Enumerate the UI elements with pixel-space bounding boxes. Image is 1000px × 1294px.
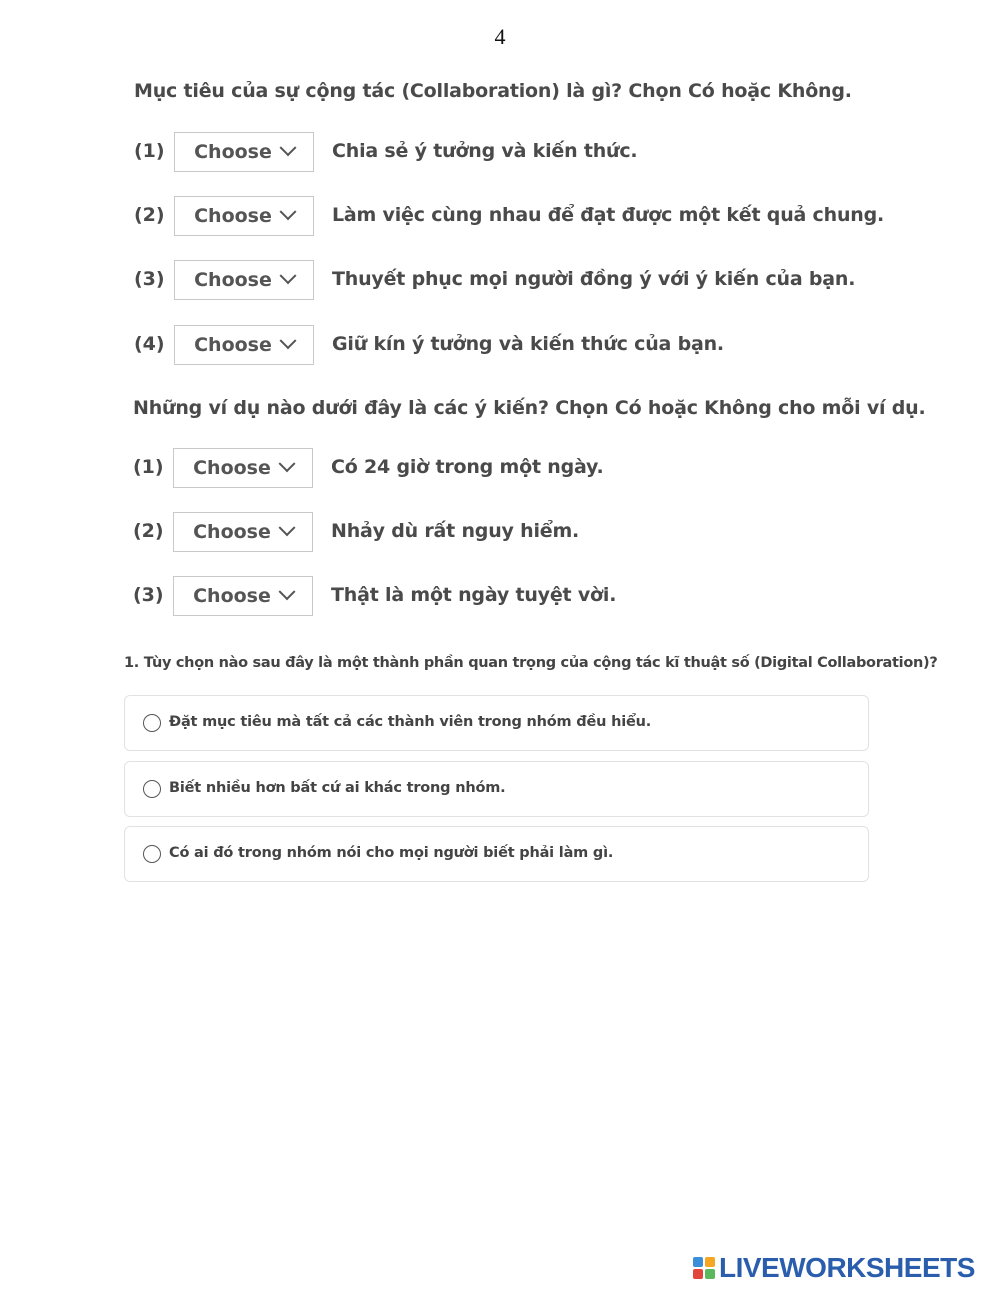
radio-button-icon[interactable] (143, 845, 161, 863)
choose-dropdown[interactable] (174, 132, 314, 172)
item-number: (1) (134, 140, 165, 162)
item-number: (4) (134, 333, 165, 355)
dropdown-label: Choose (193, 521, 271, 543)
statement-text: Giữ kín ý tưởng và kiến thức của bạn. (332, 333, 724, 355)
option-label: Biết nhiều hơn bất cứ ai khác trong nhóm. (169, 780, 506, 796)
choose-dropdown[interactable] (174, 260, 314, 300)
radio-button-icon[interactable] (143, 714, 161, 732)
item-number: (3) (133, 584, 164, 606)
statement-text: Thuyết phục mọi người đồng ý với ý kiến của bạn. (332, 268, 856, 290)
dropdown-label: Choose (194, 205, 272, 227)
statement-text: Làm việc cùng nhau để đạt được một kết quả chung. (332, 204, 885, 226)
statement-text: Thật là một ngày tuyệt vời. (331, 584, 617, 606)
choose-dropdown[interactable] (174, 325, 314, 365)
chevron-down-icon (279, 139, 296, 156)
answer-option-2[interactable] (124, 761, 869, 817)
section1-row-4 (134, 325, 894, 365)
answer-option-1[interactable] (124, 695, 869, 751)
choose-dropdown[interactable] (174, 196, 314, 236)
chevron-down-icon (278, 455, 295, 472)
option-label: Có ai đó trong nhóm nói cho mọi người biết phải làm gì. (169, 845, 614, 861)
answer-option-3[interactable] (124, 826, 869, 882)
chevron-down-icon (279, 332, 296, 349)
dropdown-label: Choose (194, 269, 272, 291)
section1-row-2 (134, 196, 894, 236)
item-number: (2) (133, 520, 164, 542)
section2-row-2 (133, 512, 893, 552)
question-text: 1. Tùy chọn nào sau đây là một thành phần quan trọng của cộng tác kĩ thuật số (Digital Collaboration)? (124, 655, 938, 671)
section2-row-3 (133, 576, 893, 616)
section1-heading: Mục tiêu của sự cộng tác (Collaboration) là gì? Chọn Có hoặc Không. (134, 80, 852, 102)
option-label: Đặt mục tiêu mà tất cả các thành viên trong nhóm đều hiểu. (169, 714, 652, 730)
statement-text: Chia sẻ ý tưởng và kiến thức. (332, 140, 638, 162)
item-number: (1) (133, 456, 164, 478)
statement-text: Nhảy dù rất nguy hiểm. (331, 520, 580, 542)
dropdown-label: Choose (193, 457, 271, 479)
logo-tiles-icon (693, 1257, 715, 1279)
choose-dropdown[interactable] (173, 448, 313, 488)
radio-button-icon[interactable] (143, 780, 161, 798)
section1-row-3 (134, 260, 894, 300)
brand-name: LIVEWORKSHEETS (719, 1252, 975, 1283)
section2-heading: Những ví dụ nào dưới đây là các ý kiến? Chọn Có hoặc Không cho mỗi ví dụ. (133, 397, 926, 419)
section1-row-1 (134, 132, 894, 172)
chevron-down-icon (279, 203, 296, 220)
statement-text: Có 24 giờ trong một ngày. (331, 456, 604, 478)
page-number: 4 (494, 24, 506, 49)
choose-dropdown[interactable] (173, 576, 313, 616)
item-number: (2) (134, 204, 165, 226)
section2-row-1 (133, 448, 893, 488)
liveworksheets-logo (693, 1253, 975, 1283)
chevron-down-icon (278, 519, 295, 536)
choose-dropdown[interactable] (173, 512, 313, 552)
dropdown-label: Choose (194, 334, 272, 356)
dropdown-label: Choose (193, 585, 271, 607)
dropdown-label: Choose (194, 141, 272, 163)
item-number: (3) (134, 268, 165, 290)
chevron-down-icon (279, 267, 296, 284)
chevron-down-icon (278, 583, 295, 600)
